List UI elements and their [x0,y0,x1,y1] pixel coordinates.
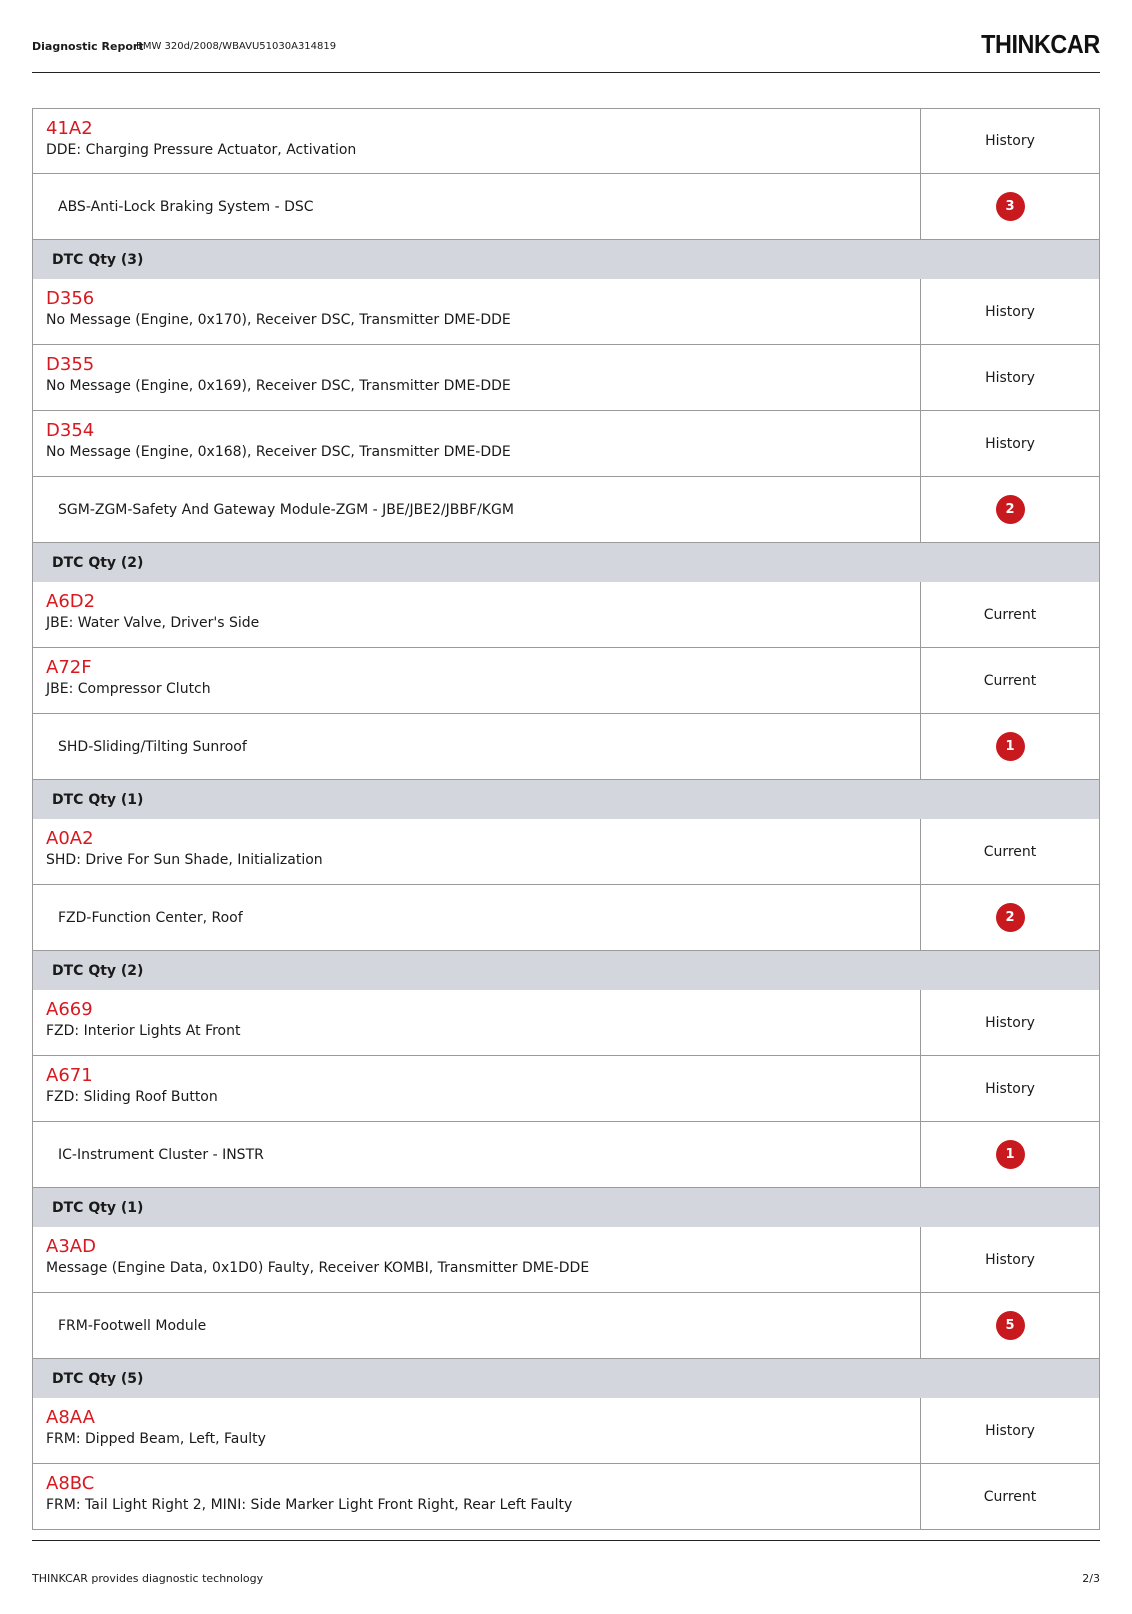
dtc-qty-header: DTC Qty (5) [32,1359,1100,1398]
dtc-status-cell [921,1464,1099,1529]
dtc-status-cell [921,411,1099,476]
module-count-cell [921,1293,1099,1358]
dtc-description: SHD: Drive For Sun Shade, Initialization [46,852,323,868]
dtc-description: FZD: Interior Lights At Front [46,1023,241,1039]
dtc-status: Current [983,1488,1037,1505]
dtc-qty-header: DTC Qty (1) [32,1188,1100,1227]
dtc-status-cell [921,1227,1099,1292]
dtc-code: A8BC [46,1473,95,1494]
module-row[interactable] [32,477,1100,543]
module-row[interactable] [32,714,1100,780]
dtc-row[interactable] [32,108,1100,174]
module-count-cell [921,714,1099,779]
dtc-row[interactable] [32,1464,1100,1530]
dtc-code: A6D2 [46,591,96,612]
dtc-info [33,648,921,713]
module-count-cell [921,1122,1099,1187]
dtc-status: History [985,369,1035,386]
dtc-info [33,109,921,173]
dtc-status-cell [921,1056,1099,1121]
dtc-row[interactable] [32,648,1100,714]
dtc-info [33,1056,921,1121]
page-header [32,0,1100,73]
dtc-status-cell [921,819,1099,884]
dtc-code: A0A2 [46,828,94,849]
dtc-status-cell [921,279,1099,344]
dtc-description: No Message (Engine, 0x170), Receiver DSC, Transmitter DME-DDE [46,312,511,328]
dtc-info [33,279,921,344]
dtc-status-cell [921,990,1099,1055]
dtc-row[interactable] [32,279,1100,345]
dtc-description: No Message (Engine, 0x168), Receiver DSC, Transmitter DME-DDE [46,444,511,460]
dtc-info [33,582,921,647]
module-row[interactable] [32,885,1100,951]
dtc-description: JBE: Compressor Clutch [46,681,211,697]
dtc-status-cell [921,109,1099,173]
dtc-status: History [985,1014,1035,1031]
dtc-status-cell [921,1398,1099,1463]
dtc-code: A669 [46,999,93,1020]
module-count-cell [921,885,1099,950]
dtc-status: History [985,435,1035,452]
dtc-info [33,1464,921,1529]
dtc-info [33,990,921,1055]
footer-divider [32,1540,1100,1541]
dtc-info [33,819,921,884]
dtc-description: FZD: Sliding Roof Button [46,1089,218,1105]
dtc-count-badge: 3 [996,192,1025,221]
vehicle-info: BMW 320d/2008/WBAVU51030A314819 [136,41,337,52]
dtc-status: Current [983,606,1037,623]
dtc-status: History [985,1080,1035,1097]
dtc-code: A8AA [46,1407,95,1428]
module-count-cell [921,477,1099,542]
dtc-info [33,1227,921,1292]
dtc-row[interactable] [32,1398,1100,1464]
dtc-info [33,1398,921,1463]
dtc-row[interactable] [32,411,1100,477]
thinkcar-logo: THINKCAR [981,29,1100,59]
dtc-row[interactable] [32,990,1100,1056]
dtc-row[interactable] [32,1056,1100,1122]
module-name: SGM-ZGM-Safety And Gateway Module-ZGM - JBE/JBE2/JBBF/KGM [33,477,921,542]
module-row[interactable] [32,174,1100,240]
dtc-row[interactable] [32,1227,1100,1293]
dtc-code: A3AD [46,1236,96,1257]
dtc-qty-header: DTC Qty (3) [32,240,1100,279]
dtc-code: 41A2 [46,118,93,139]
dtc-description: FRM: Dipped Beam, Left, Faulty [46,1431,266,1447]
module-name: FZD-Function Center, Roof [33,885,921,950]
page-number: 2/3 [1082,1572,1100,1585]
module-name: FRM-Footwell Module [33,1293,921,1358]
dtc-code: A671 [46,1065,93,1086]
dtc-description: Message (Engine Data, 0x1D0) Faulty, Receiver KOMBI, Transmitter DME-DDE [46,1260,590,1276]
module-row[interactable] [32,1122,1100,1188]
dtc-info [33,345,921,410]
dtc-code: D356 [46,288,95,309]
dtc-code: D354 [46,420,95,441]
dtc-code: A72F [46,657,92,678]
dtc-description: FRM: Tail Light Right 2, MINI: Side Marker Light Front Right, Rear Left Faulty [46,1497,573,1513]
module-row[interactable] [32,1293,1100,1359]
dtc-status-cell [921,648,1099,713]
dtc-count-badge: 1 [996,1140,1025,1169]
dtc-description: JBE: Water Valve, Driver's Side [46,615,260,631]
dtc-description: No Message (Engine, 0x169), Receiver DSC, Transmitter DME-DDE [46,378,511,394]
dtc-status: History [985,303,1035,320]
footer-text: THINKCAR provides diagnostic technology [32,1572,264,1585]
dtc-status: Current [983,672,1037,689]
dtc-info [33,411,921,476]
module-count-cell [921,174,1099,239]
module-name: SHD-Sliding/Tilting Sunroof [33,714,921,779]
dtc-count-badge: 2 [996,495,1025,524]
dtc-count-badge: 2 [996,903,1025,932]
dtc-row[interactable] [32,582,1100,648]
dtc-description: DDE: Charging Pressure Actuator, Activation [46,142,357,158]
dtc-status-cell [921,582,1099,647]
dtc-qty-header: DTC Qty (1) [32,780,1100,819]
dtc-status: History [985,133,1035,149]
dtc-count-badge: 5 [996,1311,1025,1340]
dtc-status-cell [921,345,1099,410]
diagnostic-table [32,108,1100,1530]
report-title: Diagnostic Report [32,40,144,53]
dtc-row[interactable] [32,345,1100,411]
dtc-status: History [985,1422,1035,1439]
dtc-count-badge: 1 [996,732,1025,761]
dtc-qty-header: DTC Qty (2) [32,543,1100,582]
dtc-status: Current [983,843,1037,860]
module-name: ABS-Anti-Lock Braking System - DSC [33,174,921,239]
dtc-status: History [985,1251,1035,1268]
module-name: IC-Instrument Cluster - INSTR [33,1122,921,1187]
dtc-qty-header: DTC Qty (2) [32,951,1100,990]
dtc-row[interactable] [32,819,1100,885]
dtc-code: D355 [46,354,95,375]
